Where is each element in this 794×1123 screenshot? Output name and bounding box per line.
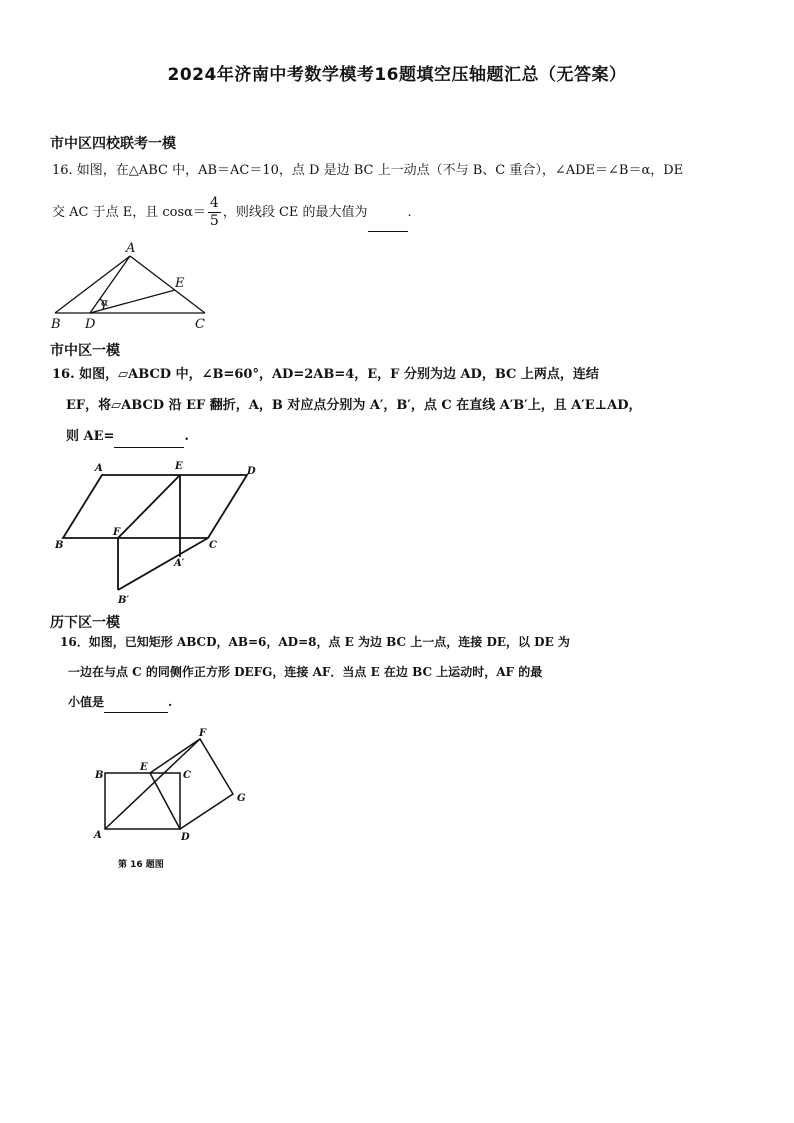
label-b-prime: B′ [118,595,130,606]
label-f: F [113,527,121,538]
label-c: C [183,770,191,781]
label-g: G [237,793,246,804]
problem-3-line-3-text: 小值是 [68,695,105,709]
answer-blank-1[interactable] [368,195,408,232]
problem-1-line-2 [52,195,412,232]
triangle-figure [45,240,220,335]
section-heading-1: 市中区四校联考一模 [50,136,176,152]
label-d: D [181,832,190,843]
label-alpha: α [101,296,109,309]
label-a: A [95,463,103,474]
period: . [407,205,412,220]
label-c: C [209,540,217,551]
problem-1-line-2-text: 交 AC 于点 E，且 cosα＝ [52,205,206,220]
label-a: A [94,830,102,841]
problem-1-line-1: 16. 如图，在△ABC 中，AB＝AC＝10，点 D 是边 BC 上一动点（不与 B、C 重合），∠ADE＝∠B＝α，DE [52,163,684,178]
period: . [168,695,173,709]
segment-af [105,739,200,829]
problem-2-line-3 [66,427,189,448]
label-d: D [247,466,256,477]
period: . [184,429,189,444]
label-f: F [199,728,207,739]
label-a-prime: A′ [174,558,185,569]
label-e: E [175,461,183,472]
problem-2-line-2: EF，将▱ABCD 沿 EF 翻折，A，B 对应点分别为 A′，B′，点 C 在直线 A′B′上，且 A′E⊥AD， [66,398,642,413]
rectangle-abcd [105,773,180,829]
cos-fraction [208,195,221,230]
page-title: 2024年济南中考数学模考16题填空压轴题汇总（无答案） [167,65,627,85]
problem-3-line-2: 一边在与点 C 的同侧作正方形 DEFG，连接 AF．当点 E 在边 BC 上运动时，AF 的最 [68,665,543,679]
figure-caption: 第 16 题图 [118,860,164,870]
fold-line-ef [118,475,180,538]
square-defg [150,739,233,829]
label-e: E [140,762,148,773]
label-a: A [126,241,136,256]
label-b: B [51,317,61,332]
segment-ac [130,256,205,313]
problem-3-line-3 [68,692,172,713]
answer-blank-2[interactable] [114,427,184,448]
line-b1a1c [118,538,208,590]
label-b: B [55,540,64,551]
fraction-denominator: 5 [209,213,219,229]
parallelogram-figure [45,455,275,610]
problem-2-line-1: 16. 如图，▱ABCD 中，∠B=60°，AD=2AB=4，E，F 分别为边 AD，BC 上两点，连结 [52,367,599,382]
segment-ab [55,256,130,313]
section-heading-2: 市中区一模 [50,343,120,359]
label-b: B [95,770,104,781]
rectangle-square-figure [85,722,260,872]
section-heading-3: 历下区一模 [50,615,120,631]
parallelogram-abcd [63,475,247,538]
label-e: E [175,276,185,291]
problem-2-line-3-text: 则 AE= [66,429,115,444]
problem-1-line-2-rest: ，则线段 CE 的最大值为 [222,205,368,220]
answer-blank-3[interactable] [104,692,168,713]
fraction-numerator: 4 [209,195,219,211]
label-c: C [195,317,205,332]
problem-3-line-1: 16．如图，已知矩形 ABCD，AB=6，AD=8，点 E 为边 BC 上一点，连接 DE，以 DE 为 [60,635,570,649]
label-d: D [85,317,96,332]
